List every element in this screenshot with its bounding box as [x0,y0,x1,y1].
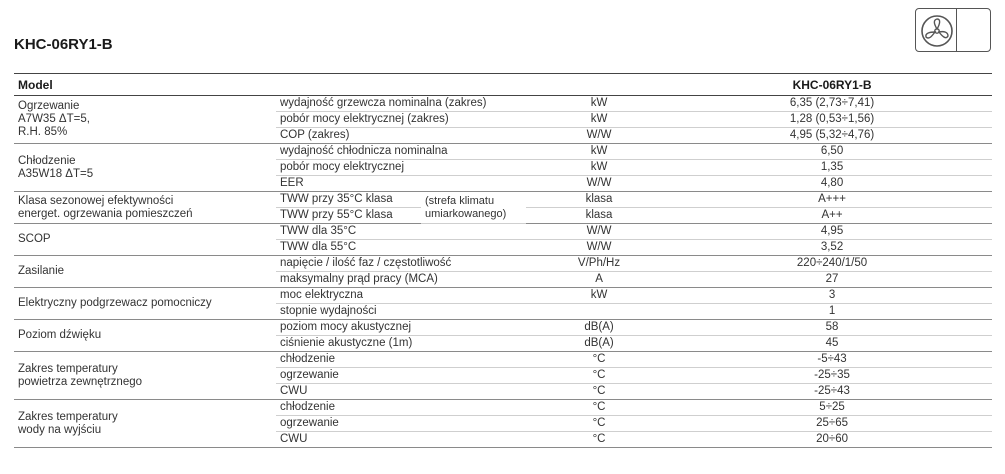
unit-cell: °C [526,368,672,384]
param-label: TWW przy 55°C klasa [276,208,421,224]
value-cell: 25÷65 [672,416,992,432]
param-label: CWU [276,432,526,448]
param-label: TWW przy 35°C klasa [276,192,421,208]
unit-cell: klasa [526,208,672,224]
value-cell: 4,80 [672,176,992,192]
group-label-line: Zasilanie [18,265,65,277]
param-label: stopnie wydajności [276,304,526,320]
value-cell: -5÷43 [672,352,992,368]
group-label-line: Klasa sezonowej efektywności [18,194,174,207]
group-label [14,320,276,352]
unit-cell: klasa [526,192,672,208]
group-label-line: Zakres temperatury [18,410,118,423]
value-cell: 5÷25 [672,400,992,416]
param-label: ogrzewanie [276,416,526,432]
group-label-line: Poziom dźwięku [18,329,102,341]
value-cell: 3 [672,288,992,304]
group-label [14,96,276,144]
unit-cell: W/W [526,240,672,256]
table-row [14,224,992,240]
unit-cell: V/Ph/Hz [526,256,672,272]
fan-icon [918,12,956,50]
param-note [421,192,526,224]
unit-cell: kW [526,96,672,112]
unit-cell: kW [526,160,672,176]
group-label-line: A35W18 ΔT=5 [18,167,94,180]
value-cell: 1 [672,304,992,320]
param-label: moc elektryczna [276,288,526,304]
unit-cell: dB(A) [526,320,672,336]
value-cell: 6,35 (2,73÷7,41) [672,96,992,112]
value-cell: 220÷240/1/50 [672,256,992,272]
unit-cell: W/W [526,128,672,144]
group-label [14,256,276,288]
value-cell: -25÷35 [672,368,992,384]
table-row [14,256,992,272]
param-label: maksymalny prąd pracy (MCA) [276,272,526,288]
value-cell: 58 [672,320,992,336]
param-label: pobór mocy elektrycznej [276,160,526,176]
value-cell: 4,95 (5,32÷4,76) [672,128,992,144]
group-label-line: SCOP [18,233,51,245]
group-label [14,192,276,224]
param-label: wydajność chłodnicza nominalna [276,144,526,160]
group-label [14,224,276,256]
param-label: chłodzenie [276,400,526,416]
group-label-line: R.H. 85% [18,126,68,138]
unit-cell: °C [526,432,672,448]
table-row [14,352,992,368]
param-label: napięcie / ilość faz / częstotliwość [276,256,526,272]
param-label: TWW dla 35°C [276,224,526,240]
param-label: CWU [276,384,526,400]
value-cell: -25÷43 [672,384,992,400]
icon-divider [956,9,957,51]
param-label: pobór mocy elektrycznej (zakres) [276,112,526,128]
column-header-value: KHC-06RY1-B [792,77,872,92]
param-note-line: (strefa klimatu [425,194,495,207]
group-label-line: A7W35 ΔT=5, [18,113,90,125]
group-label-line: powietrza zewnętrznego [18,375,143,388]
value-cell: A+++ [672,192,992,208]
unit-cell: kW [526,288,672,304]
group-label [14,144,276,192]
value-cell: 3,52 [672,240,992,256]
spec-table-body [14,96,992,448]
table-row [14,192,992,208]
spec-table [14,73,992,448]
value-cell: A++ [672,208,992,224]
table-row [14,144,992,160]
value-cell: 20÷60 [672,432,992,448]
group-label-line: wody na wyjściu [18,423,102,436]
unit-cell: °C [526,352,672,368]
value-cell: 45 [672,336,992,352]
unit-cell: °C [526,400,672,416]
value-cell: 1,35 [672,160,992,176]
page-title: KHC-06RY1-B [14,36,113,53]
param-label: ogrzewanie [276,368,526,384]
unit-cell [526,304,672,320]
group-label-line: energet. ogrzewania pomieszczeń [18,207,193,220]
unit-cell: kW [526,144,672,160]
group-label-line: Ogrzewanie [18,100,80,112]
param-label: COP (zakres) [276,128,526,144]
table-row [14,288,992,304]
unit-cell: °C [526,416,672,432]
param-label: TWW dla 55°C [276,240,526,256]
table-row [14,400,992,416]
unit-cell: W/W [526,224,672,240]
table-row [14,96,992,112]
value-cell: 4,95 [672,224,992,240]
value-cell: 1,28 (0,53÷1,56) [672,112,992,128]
group-label [14,400,276,448]
param-label: chłodzenie [276,352,526,368]
value-cell: 6,50 [672,144,992,160]
param-label: ciśnienie akustyczne (1m) [276,336,526,352]
table-header-row [14,74,992,96]
group-label [14,288,276,320]
group-label [14,352,276,400]
group-label-line: Elektryczny podgrzewacz pomocniczy [18,297,212,309]
table-row [14,320,992,336]
column-header-model: Model [18,77,53,92]
unit-cell: °C [526,384,672,400]
group-label-line: Chłodzenie [18,154,76,167]
param-label: EER [276,176,526,192]
group-label-line: Zakres temperatury [18,362,118,375]
unit-cell: W/W [526,176,672,192]
unit-cell: A [526,272,672,288]
fan-icon-badge [915,8,991,52]
param-label: wydajność grzewcza nominalna (zakres) [276,96,526,112]
param-note-line: umiarkowanego) [425,207,507,220]
param-label: poziom mocy akustycznej [276,320,526,336]
unit-cell: dB(A) [526,336,672,352]
value-cell: 27 [672,272,992,288]
unit-cell: kW [526,112,672,128]
